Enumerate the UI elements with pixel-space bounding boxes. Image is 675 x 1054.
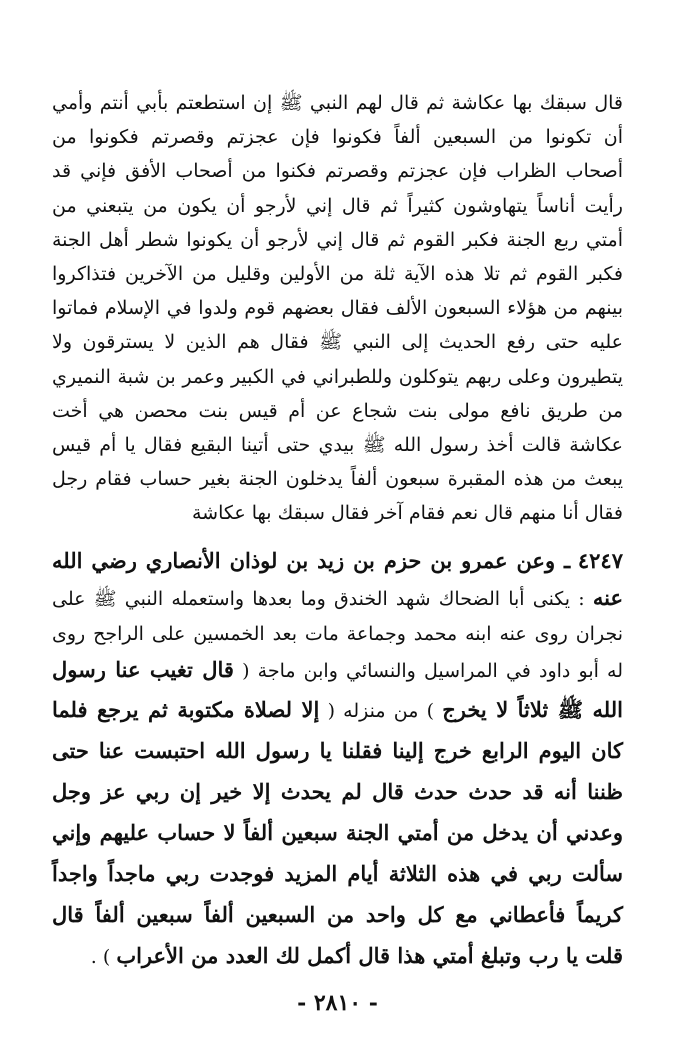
- previous-hadith-continuation: قال سبقك بها عكاشة ثم قال لهم النبي ﷺ إن استطعتم بأبي أنتم وأمي أن تكونوا من السبعين ألفاً فكونوا فإن عجزتم وقصرتم فكونوا من أصحاب الظراب فإن عجزتم وقصرتم فكنوا من أصحاب الأفق فإني قد رأيت أناساً يتهاوشون كثيراً ثم قال إني لأرجو أن يكون من يتبعني من أمتي ربع الجنة فكبر القوم ثم قال إني لأرجو أن يكونوا شطر أهل الجنة فكبر القوم ثم تلا هذه الآية ثلة من الأولين وقليل من الآخرين فتذاكروا بينهم من هؤلاء السبعون الألف فقال بعضهم قوم ولدوا في الإسلام فماتوا عليه حتى رفع الحديث إلى النبي ﷺ فقال هم الذين لا يسترقون ولا يتطيرون وعلى ربهم يتوكلون وللطبراني في الكبير وعمر بن شبة النميري من طريق نافع مولى بنت شجاع عن أم قيس بنت محصن هي أخت عكاشة قالت أخذ رسول الله ﷺ بيدي حتى أتينا البقيع فقال يا أم قيس يبعث من هذه المقبرة سبعون ألفاً يدخلون الجنة بغير حساب فقام رجل فقال أنا منهم قال نعم فقام آخر فقال سبقك بها عكاشة: [52, 92, 623, 525]
- page-number: - ٢٨١٠ -: [297, 990, 378, 1016]
- hadith-number: ٤٢٤٧: [577, 547, 623, 573]
- hadith-text-main: إلا لصلاة مكتوبة ثم يرجع فلما كان اليوم الرابع خرج إلينا فقلنا يا رسول الله احتبست عنا حتى ظننا أنه قد حدث حدث قال لم يحدث إلا خير إن ربي عز وجل وعدني أن يدخل من أمتي الجنة سبعين ألفاً لا حساب عليهم وإني سألت ربي في هذه الثلاثة أيام المزيد فوجدت ربي ماجداً واجداً كريماً فأعطاني مع كل واحد من السبعين ألفاً سبعين ألفاً قال قلت يا رب وتبلغ أمتي هذا قال أكمل لك العدد من الأعراب: [52, 696, 623, 968]
- narrator-biography: : يكنى أبا الضحاك شهد الخندق وما بعدها واستعمله النبي ﷺ على نجران روى عنه ابنه محمد وجماعة مات بعد الخمسين على الراجح روى له أبو داود في المراسيل والنسائي وابن ماجة (: [52, 587, 624, 682]
- hadith-closing: ) .: [90, 945, 111, 968]
- hadith-entry: [52, 543, 623, 976]
- hadith-inline-note: ) من منزله (: [327, 699, 434, 722]
- page-body: [52, 86, 623, 976]
- hadith-text-opening: قال تغيب عنا رسول الله ﷺ ثلاثاً لا يخرج: [52, 656, 623, 722]
- narrator-heading: ـ وعن عمرو بن حزم بن زيد بن لوذان الأنصاري رضي الله عنه: [52, 547, 623, 610]
